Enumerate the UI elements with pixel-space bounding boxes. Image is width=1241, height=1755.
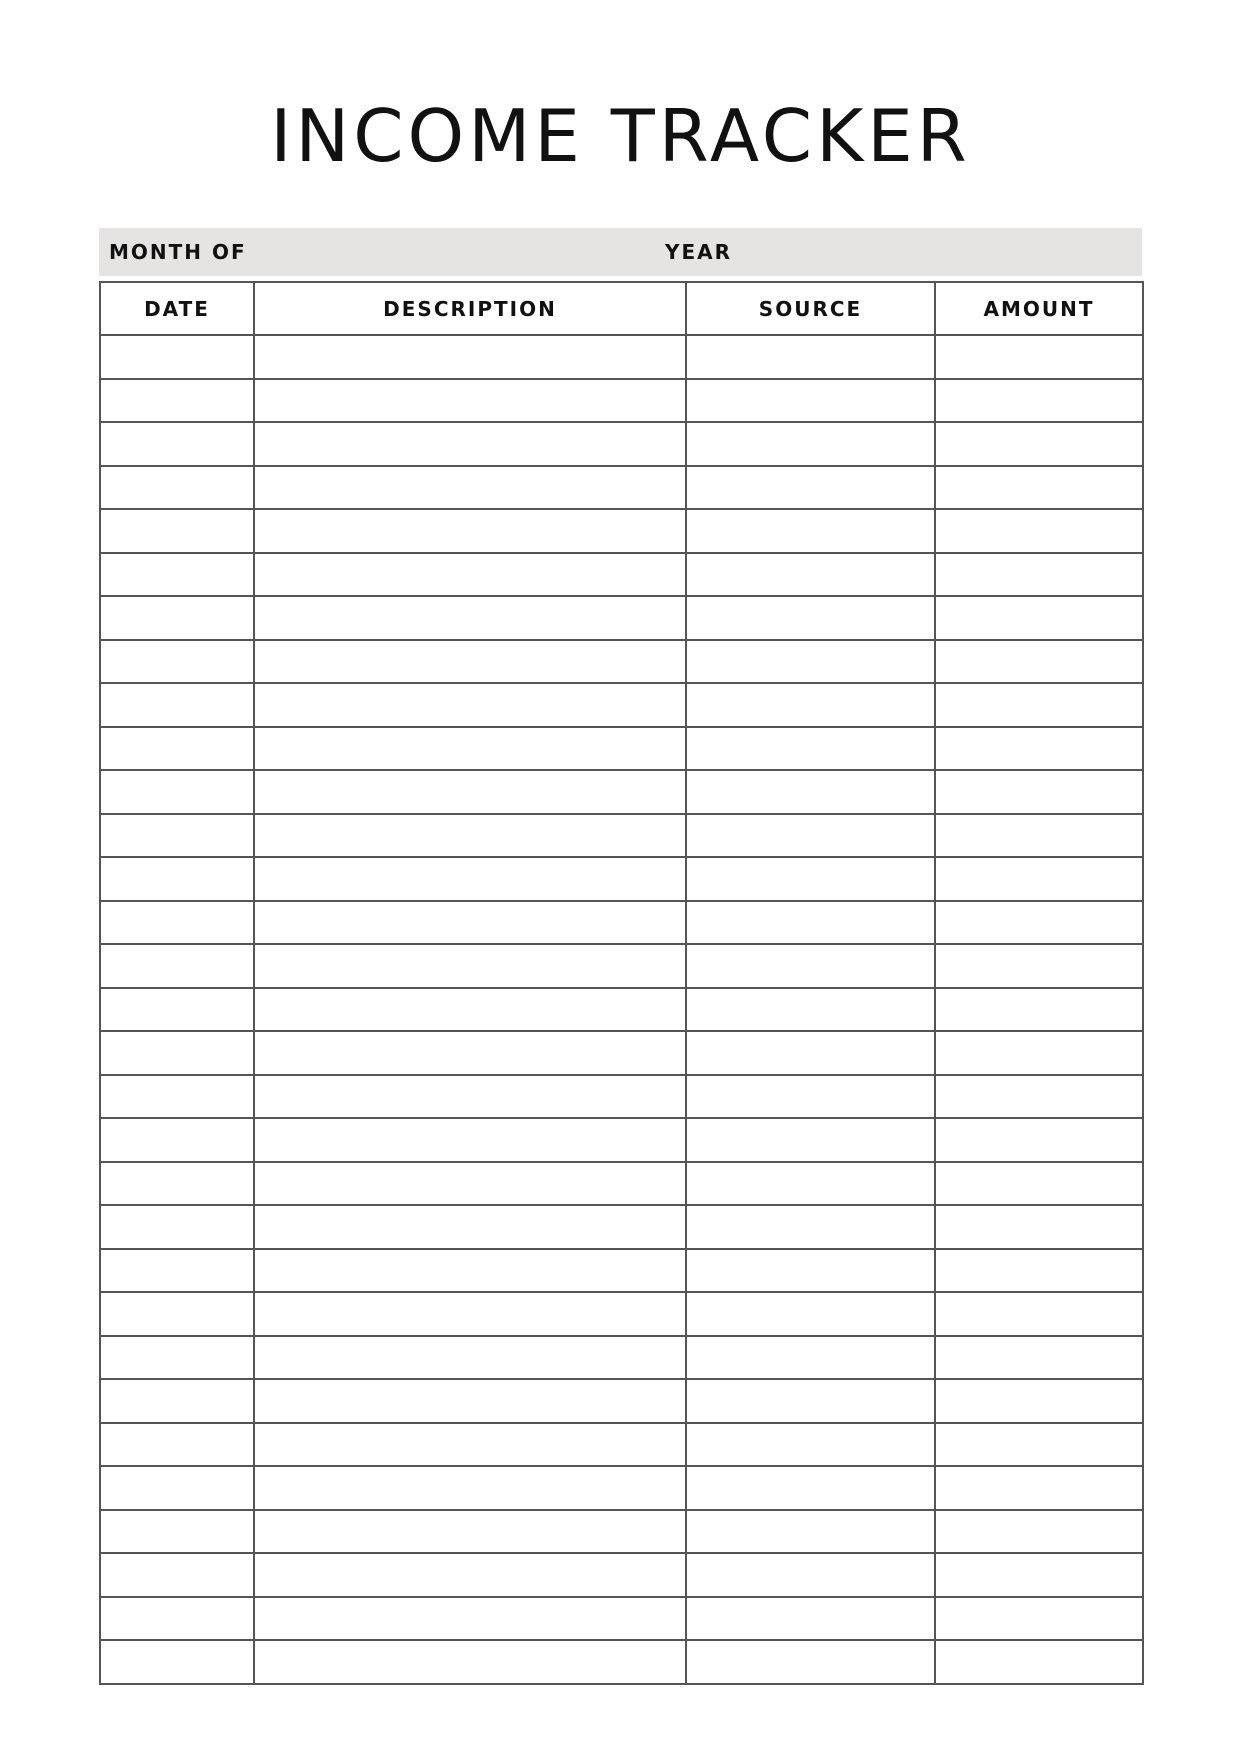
date-cell[interactable] [100, 1292, 254, 1336]
amount-cell[interactable] [935, 1205, 1143, 1249]
table-row [100, 1336, 1143, 1380]
amount-cell[interactable] [935, 770, 1143, 814]
date-cell[interactable] [100, 1118, 254, 1162]
description-cell[interactable] [254, 1640, 686, 1684]
source-cell[interactable] [686, 1205, 935, 1249]
table-row [100, 683, 1143, 727]
table-row [100, 814, 1143, 858]
description-cell[interactable] [254, 1510, 686, 1554]
amount-cell[interactable] [935, 379, 1143, 423]
source-cell[interactable] [686, 1423, 935, 1467]
source-cell[interactable] [686, 1292, 935, 1336]
description-cell[interactable] [254, 422, 686, 466]
source-cell[interactable] [686, 596, 935, 640]
date-cell[interactable] [100, 770, 254, 814]
amount-cell[interactable] [935, 1379, 1143, 1423]
source-cell[interactable] [686, 1553, 935, 1597]
amount-cell[interactable] [935, 1640, 1143, 1684]
amount-cell[interactable] [935, 727, 1143, 771]
source-cell[interactable] [686, 1510, 935, 1554]
source-cell[interactable] [686, 1640, 935, 1684]
date-cell[interactable] [100, 1075, 254, 1119]
date-cell[interactable] [100, 1640, 254, 1684]
date-cell[interactable] [100, 1205, 254, 1249]
description-cell[interactable] [254, 1292, 686, 1336]
table-row [100, 466, 1143, 510]
source-cell[interactable] [686, 727, 935, 771]
source-cell[interactable] [686, 988, 935, 1032]
description-cell[interactable] [254, 1466, 686, 1510]
table-row [100, 1553, 1143, 1597]
source-cell[interactable] [686, 509, 935, 553]
table-row [100, 1466, 1143, 1510]
description-cell[interactable] [254, 1379, 686, 1423]
source-cell[interactable] [686, 944, 935, 988]
source-cell[interactable] [686, 1249, 935, 1293]
table-row [100, 553, 1143, 597]
source-cell[interactable] [686, 1466, 935, 1510]
date-cell[interactable] [100, 379, 254, 423]
date-cell[interactable] [100, 1423, 254, 1467]
amount-cell[interactable] [935, 596, 1143, 640]
source-cell[interactable] [686, 335, 935, 379]
table-row [100, 727, 1143, 771]
amount-cell[interactable] [935, 1597, 1143, 1641]
description-cell[interactable] [254, 596, 686, 640]
date-cell[interactable] [100, 640, 254, 684]
description-cell[interactable] [254, 814, 686, 858]
description-cell[interactable] [254, 1118, 686, 1162]
source-cell[interactable] [686, 466, 935, 510]
date-cell[interactable] [100, 901, 254, 945]
column-header-description: DESCRIPTION [254, 282, 686, 335]
table-row [100, 1249, 1143, 1293]
date-cell[interactable] [100, 1466, 254, 1510]
description-cell[interactable] [254, 509, 686, 553]
description-cell[interactable] [254, 1031, 686, 1075]
amount-cell[interactable] [935, 857, 1143, 901]
description-cell[interactable] [254, 1162, 686, 1206]
source-cell[interactable] [686, 379, 935, 423]
description-cell[interactable] [254, 1249, 686, 1293]
table-row [100, 1162, 1143, 1206]
date-cell[interactable] [100, 944, 254, 988]
amount-cell[interactable] [935, 988, 1143, 1032]
amount-cell[interactable] [935, 944, 1143, 988]
source-cell[interactable] [686, 422, 935, 466]
description-cell[interactable] [254, 1205, 686, 1249]
description-cell[interactable] [254, 988, 686, 1032]
amount-cell[interactable] [935, 901, 1143, 945]
date-cell[interactable] [100, 466, 254, 510]
amount-cell[interactable] [935, 1336, 1143, 1380]
description-cell[interactable] [254, 1336, 686, 1380]
amount-cell[interactable] [935, 553, 1143, 597]
description-cell[interactable] [254, 901, 686, 945]
table-row [100, 1075, 1143, 1119]
date-cell[interactable] [100, 1249, 254, 1293]
table-row [100, 640, 1143, 684]
description-cell[interactable] [254, 1553, 686, 1597]
date-cell[interactable] [100, 988, 254, 1032]
source-cell[interactable] [686, 1597, 935, 1641]
table-row [100, 857, 1143, 901]
description-cell[interactable] [254, 553, 686, 597]
source-cell[interactable] [686, 1162, 935, 1206]
source-cell[interactable] [686, 814, 935, 858]
table-row [100, 1031, 1143, 1075]
description-cell[interactable] [254, 770, 686, 814]
table-row [100, 1510, 1143, 1554]
amount-cell[interactable] [935, 335, 1143, 379]
description-cell[interactable] [254, 335, 686, 379]
amount-cell[interactable] [935, 814, 1143, 858]
date-cell[interactable] [100, 1553, 254, 1597]
amount-cell[interactable] [935, 1118, 1143, 1162]
date-cell[interactable] [100, 1031, 254, 1075]
amount-cell[interactable] [935, 1162, 1143, 1206]
amount-cell[interactable] [935, 1423, 1143, 1467]
table-row [100, 944, 1143, 988]
date-cell[interactable] [100, 596, 254, 640]
table-row [100, 422, 1143, 466]
source-cell[interactable] [686, 1118, 935, 1162]
table-row [100, 1423, 1143, 1467]
date-cell[interactable] [100, 335, 254, 379]
amount-cell[interactable] [935, 1249, 1143, 1293]
description-cell[interactable] [254, 683, 686, 727]
amount-cell[interactable] [935, 1292, 1143, 1336]
amount-cell[interactable] [935, 1075, 1143, 1119]
date-cell[interactable] [100, 814, 254, 858]
source-cell[interactable] [686, 640, 935, 684]
description-cell[interactable] [254, 727, 686, 771]
amount-cell[interactable] [935, 1510, 1143, 1554]
source-cell[interactable] [686, 683, 935, 727]
income-table [99, 281, 1144, 1685]
date-cell[interactable] [100, 509, 254, 553]
table-row [100, 770, 1143, 814]
amount-cell[interactable] [935, 509, 1143, 553]
source-cell[interactable] [686, 1379, 935, 1423]
year-label: YEAR [665, 240, 733, 264]
date-cell[interactable] [100, 727, 254, 771]
date-cell[interactable] [100, 1379, 254, 1423]
description-cell[interactable] [254, 857, 686, 901]
column-header-amount: AMOUNT [935, 282, 1143, 335]
table-row [100, 988, 1143, 1032]
source-cell[interactable] [686, 770, 935, 814]
date-cell[interactable] [100, 683, 254, 727]
source-cell[interactable] [686, 1075, 935, 1119]
table-row [100, 335, 1143, 379]
source-cell[interactable] [686, 857, 935, 901]
source-cell[interactable] [686, 553, 935, 597]
source-cell[interactable] [686, 1031, 935, 1075]
column-header-date: DATE [100, 282, 254, 335]
description-cell[interactable] [254, 1423, 686, 1467]
amount-cell[interactable] [935, 640, 1143, 684]
date-cell[interactable] [100, 1336, 254, 1380]
month-year-bar [99, 228, 1142, 276]
description-cell[interactable] [254, 944, 686, 988]
table-row [100, 1292, 1143, 1336]
date-cell[interactable] [100, 857, 254, 901]
date-cell[interactable] [100, 422, 254, 466]
table-row [100, 509, 1143, 553]
description-cell[interactable] [254, 466, 686, 510]
amount-cell[interactable] [935, 1553, 1143, 1597]
column-header-source: SOURCE [686, 282, 935, 335]
table-body [100, 335, 1143, 1684]
date-cell[interactable] [100, 1162, 254, 1206]
source-cell[interactable] [686, 901, 935, 945]
table-row [100, 1379, 1143, 1423]
table-row [100, 1597, 1143, 1641]
month-of-label: MONTH OF [109, 240, 247, 264]
amount-cell[interactable] [935, 683, 1143, 727]
table-row [100, 1205, 1143, 1249]
table-row [100, 596, 1143, 640]
amount-cell[interactable] [935, 1466, 1143, 1510]
description-cell[interactable] [254, 379, 686, 423]
page-title: INCOME TRACKER [270, 94, 971, 178]
table-row [100, 1118, 1143, 1162]
date-cell[interactable] [100, 1510, 254, 1554]
description-cell[interactable] [254, 640, 686, 684]
amount-cell[interactable] [935, 1031, 1143, 1075]
description-cell[interactable] [254, 1597, 686, 1641]
table-row [100, 379, 1143, 423]
table-row [100, 901, 1143, 945]
table-header-row [100, 282, 1143, 335]
table-row [100, 1640, 1143, 1684]
source-cell[interactable] [686, 1336, 935, 1380]
date-cell[interactable] [100, 1597, 254, 1641]
amount-cell[interactable] [935, 422, 1143, 466]
date-cell[interactable] [100, 553, 254, 597]
amount-cell[interactable] [935, 466, 1143, 510]
description-cell[interactable] [254, 1075, 686, 1119]
